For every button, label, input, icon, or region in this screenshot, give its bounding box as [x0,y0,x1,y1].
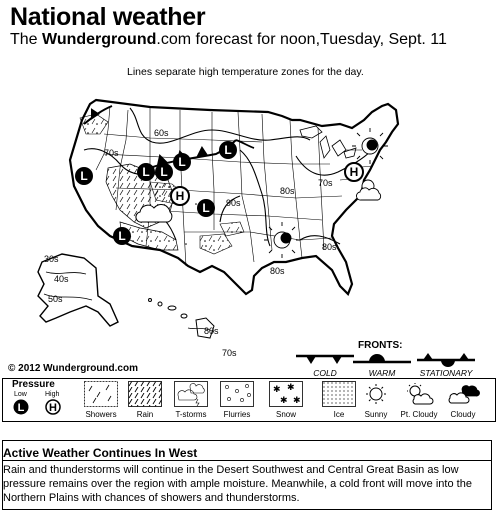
tstorms-swatch [174,381,208,407]
legend-cloudy [438,381,488,421]
snow-label: Snow [275,410,296,419]
cloud-icon [446,381,480,407]
partly-cloudy-label: Pt. Cloudy [400,410,438,419]
legend-showers [76,381,126,421]
temp-zone-label: 50s [48,294,63,304]
high-pressure-letter: H [175,189,185,203]
cold-front-label: COLD [313,368,337,378]
pressure-high-label: High [45,391,60,398]
rain-swatch [128,381,162,407]
us-weather-map [0,80,498,365]
temp-zone-label: 40s [54,274,69,284]
forecast-subtitle [10,31,447,49]
low-pressure-letter: L [224,143,232,157]
low-pressure-marker [219,141,237,159]
pressure-low-label: Low [14,391,27,398]
pressure-legend-title: Pressure [12,379,55,390]
partly-cloudy-icon [402,381,436,407]
stationary-front-label: STATIONARY [419,368,473,378]
subtitle-prefix: The [10,31,43,48]
low-pressure-letter: L [202,201,210,215]
summary-headline: Active Weather Continues In West [3,446,198,460]
high-pressure-marker [171,187,189,205]
showers-label: Showers [85,410,117,419]
stationary-front-symbol [413,350,479,370]
svg-text:✱: ✱ [273,385,281,395]
svg-text:✱: ✱ [293,396,301,406]
tstorms-label: T-storms [175,410,207,419]
temp-zone-label: 70s [318,178,333,188]
low-pressure-marker [173,153,191,171]
showers-swatch [84,381,118,407]
low-pressure-legend-letter: L [17,402,25,414]
warm-front-symbol [349,350,415,370]
svg-text:✱: ✱ [287,383,295,393]
flurries-label: Flurries [223,410,251,419]
temp-zone-label: 70s [104,148,119,158]
snow-swatch [269,381,303,407]
temp-zone-label: 60s [154,128,169,138]
legend-rain [120,381,170,421]
map-tagline: Lines separate high temperature zones for the day. [127,66,364,78]
sunny-label: Sunny [364,410,388,419]
ice-label: Ice [333,410,345,419]
sun-icon [359,381,393,407]
rain-label: Rain [136,410,154,419]
temp-zone-label: 90s [226,198,241,208]
temp-zone-label: 30s [44,254,59,264]
cloudy-label: Cloudy [450,410,476,419]
low-pressure-marker [137,163,155,181]
warm-front-label: WARM [368,368,396,378]
flurries-swatch [220,381,254,407]
low-pressure-letter: L [160,165,168,179]
temp-zone-label: 80s [204,326,219,336]
low-pressure-marker [75,167,93,185]
temp-zone-label: 70s [222,348,237,358]
low-pressure-marker [155,163,173,181]
high-pressure-marker [345,163,363,181]
low-pressure-letter: L [142,165,150,179]
high-pressure-legend-letter: H [49,402,57,414]
legend-snow [261,381,311,421]
low-pressure-legend-icon [13,399,29,415]
low-pressure-letter: L [80,169,88,183]
subtitle-brand: Wunderground [42,31,157,48]
copyright-notice: © 2012 Wunderground.com [8,363,138,374]
legend-tstorms [166,381,216,421]
temp-zone-label: 80s [280,186,295,196]
temp-zone-label: 80s [322,242,337,252]
alaska-outline [38,254,118,326]
page-title: National weather [10,3,206,31]
low-pressure-letter: L [178,155,186,169]
summary-divider [2,460,492,461]
high-pressure-legend-icon [45,399,61,415]
svg-text:✱: ✱ [280,396,288,406]
legend-flurries [212,381,262,421]
low-pressure-marker [113,227,131,245]
temp-zone-label: 80s [270,266,285,276]
fronts-key-title: FRONTS: [358,340,403,351]
subtitle-date: .com forecast for noon,Tuesday, Sept. 11 [156,31,447,48]
legend-partly-cloudy [394,381,444,421]
high-pressure-letter: H [349,165,359,179]
summary-text: Rain and thunderstorms will continue in the Desert Southwest and Central Great Basin as low pressure remains over the region with ample moisture. Meanwhile, a cold front will move into the Northern Plains with chances of showers and thunderstorms. [3,464,472,504]
low-pressure-letter: L [118,229,126,243]
low-pressure-marker [197,199,215,217]
